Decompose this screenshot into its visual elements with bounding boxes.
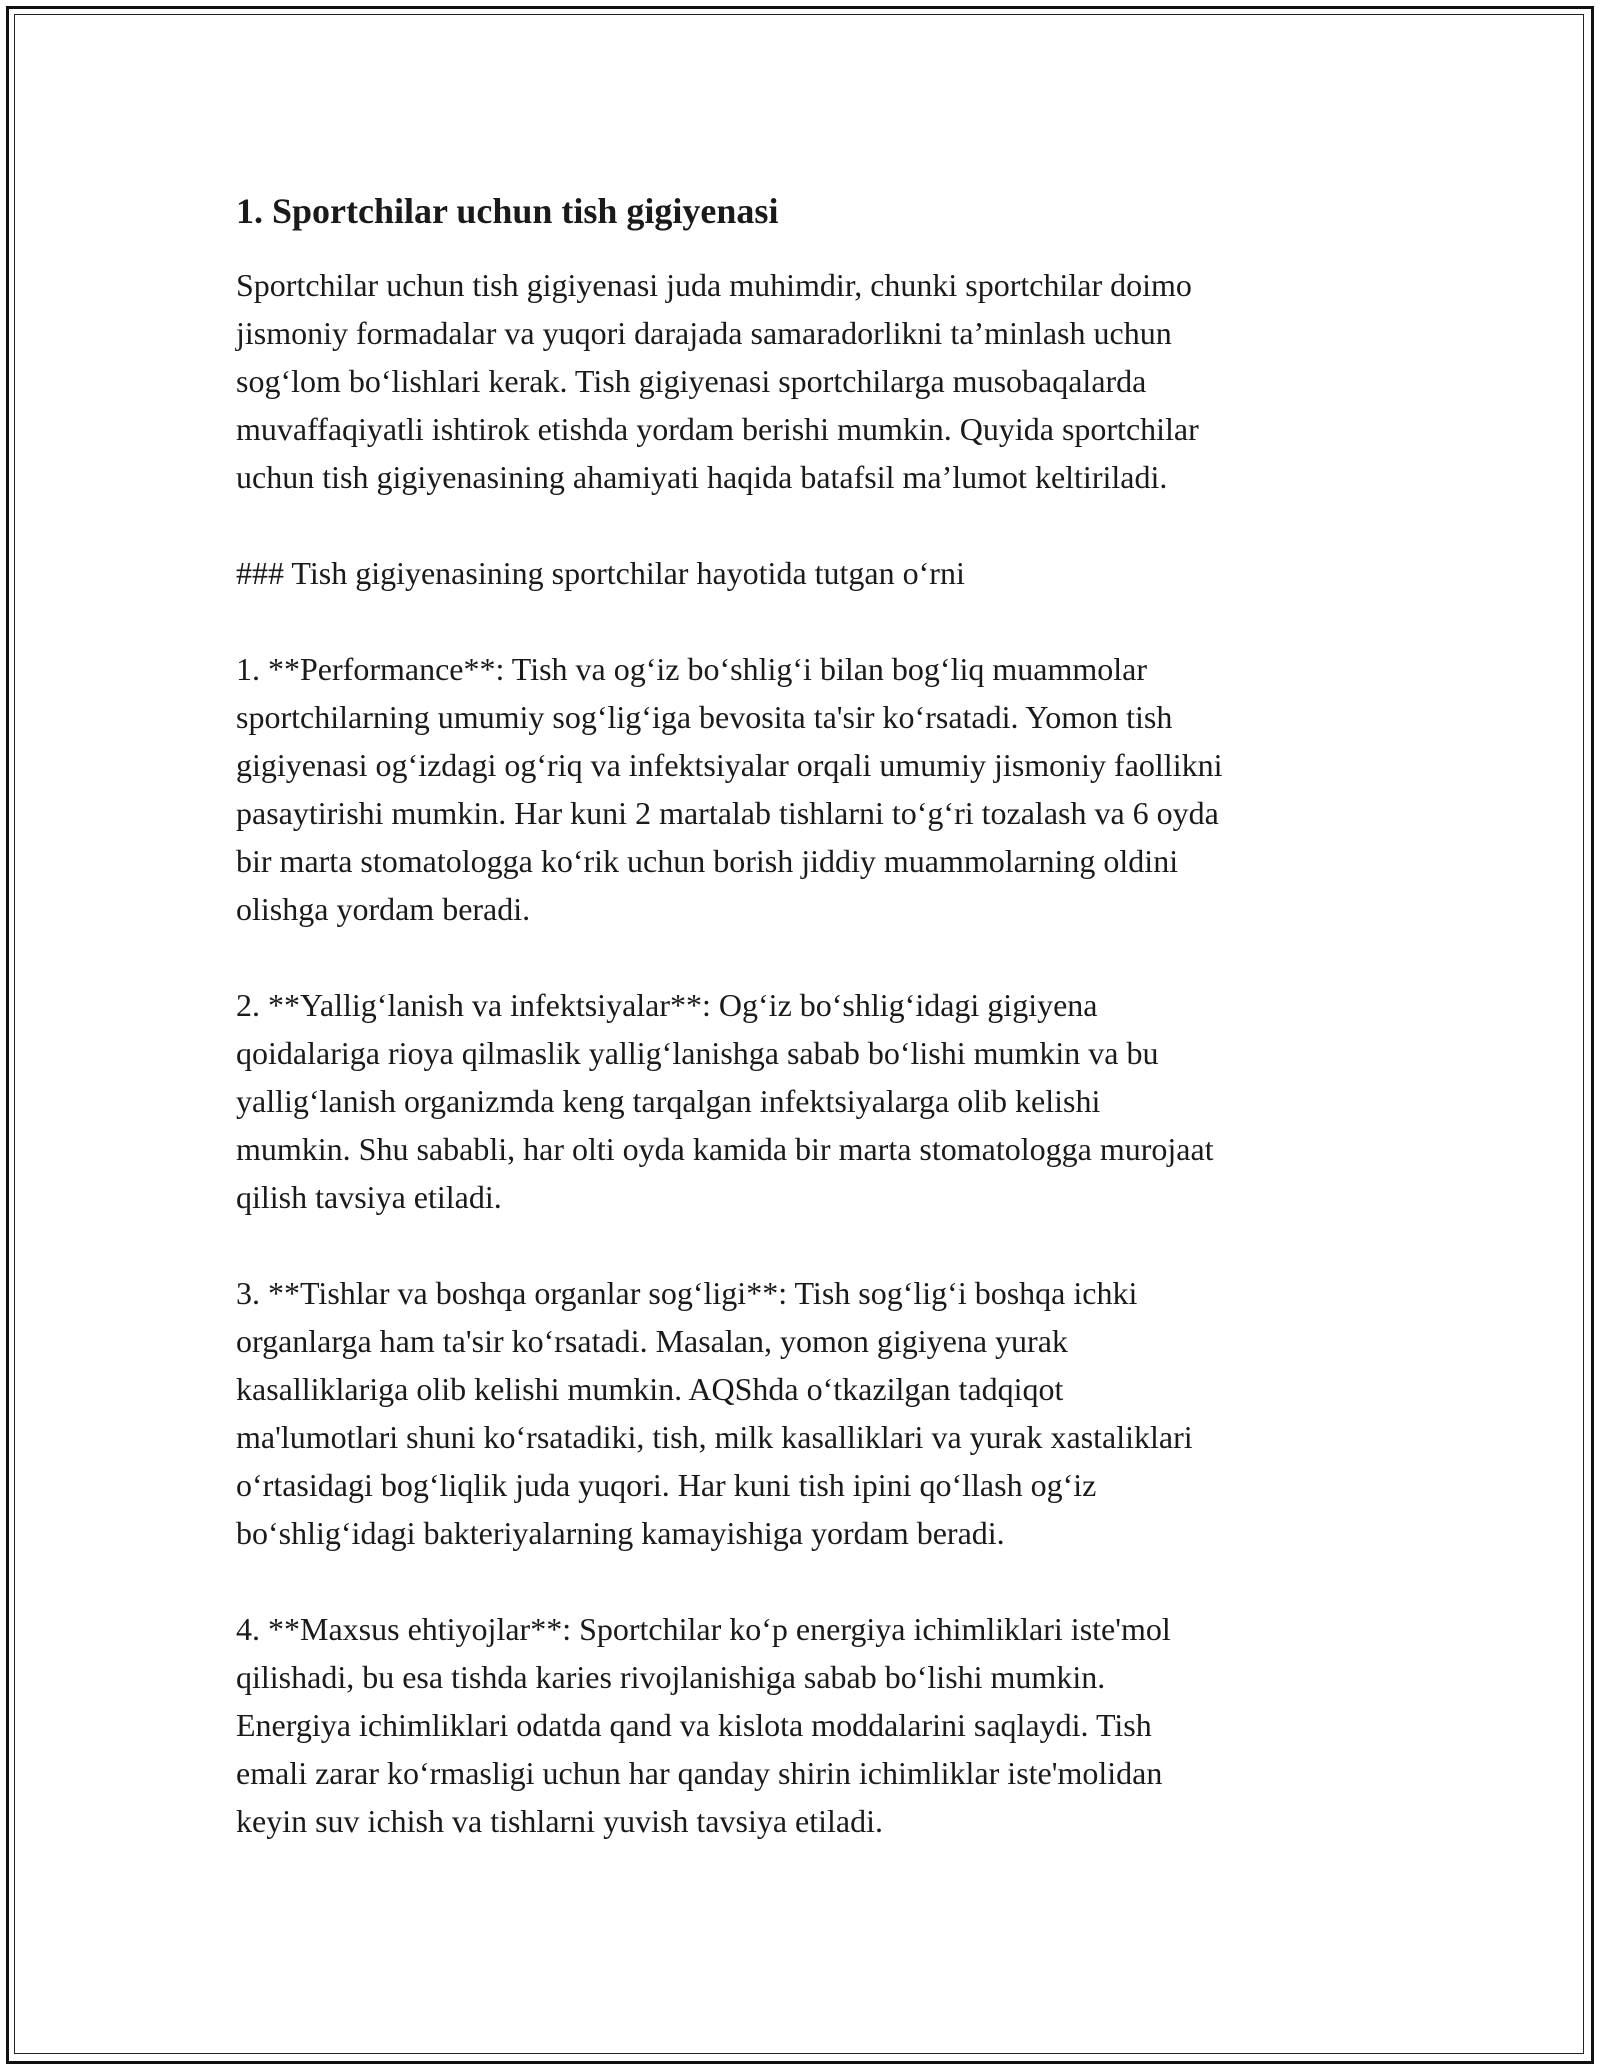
document-title: 1. Sportchilar uchun tish gigiyenasi <box>236 191 779 231</box>
section-subheading: ### Tish gigiyenasining sportchilar hayotida tutgan o‘rni <box>236 554 965 591</box>
document-body <box>236 188 1376 1893</box>
intro-paragraph: Sportchilar uchun tish gigiyenasi juda muhimdir, chunki sportchilar doimo jismoniy formadalar va yuqori darajada samaradorlikni ta’minlash uchun sog‘lom bo‘lishlari kerak. Tish gigiyenasi sportchilarga musobaqalarda muvaffaqiyatli ishtirok etishda yordam berishi mumkin. Quyida sportchilar uchun tish gigiyenasining ahamiyati haqida batafsil ma’lumot keltiriladi. <box>236 266 1199 495</box>
list-item: 4. **Maxsus ehtiyojlar**: Sportchilar ko‘p energiya ichimliklari iste'mol qilishadi, bu esa tishda karies rivojlanishiga sabab bo‘lishi mumkin. Energiya ichimliklari odatda qand va kislota moddalarini saqlaydi. Tish emali zarar ko‘rmasligi uchun har qanday shirin ichimliklar iste'molidan keyin suv ichish va tishlarni yuvish tavsiya etiladi. <box>236 1610 1171 1839</box>
list-item: 3. **Tishlar va boshqa organlar sog‘ligi**: Tish sog‘lig‘i boshqa ichki organlarga ham ta'sir ko‘rsatadi. Masalan, yomon gigiyena yurak kasalliklariga olib kelishi mumkin. AQShda o‘tkazilgan tadqiqot ma'lumotlari shuni ko‘rsatadiki, tish, milk kasalliklari va yurak xastaliklari o‘rtasidagi bog‘liqlik juda yuqori. Har kuni tish ipini qo‘llash og‘iz bo‘shlig‘idagi bakteriyalarning kamayishiga yordam beradi. <box>236 1274 1193 1551</box>
list-item: 2. **Yallig‘lanish va infektsiyalar**: Og‘iz bo‘shlig‘idagi gigiyena qoidalariga rioya qilmaslik yallig‘lanishga sabab bo‘lishi mumkin va bu yallig‘lanish organizmda keng tarqalgan infektsiyalarga olib kelishi mumkin. Shu sababli, har olti oyda kamida bir marta stomatologga murojaat qilish tavsiya etiladi. <box>236 986 1214 1215</box>
list-item: 1. **Performance**: Tish va og‘iz bo‘shlig‘i bilan bog‘liq muammolar sportchilarning umumiy sog‘lig‘iga bevosita ta'sir ko‘rsatadi. Yomon tish gigiyenasi og‘izdagi og‘riq va infektsiyalar orqali umumiy jismoniy faollikni pasaytirishi mumkin. Har kuni 2 martalab tishlarni to‘g‘ri tozalash va 6 oyda bir marta stomatologga ko‘rik uchun borish jiddiy muammolarning oldini olishga yordam beradi. <box>236 650 1223 927</box>
